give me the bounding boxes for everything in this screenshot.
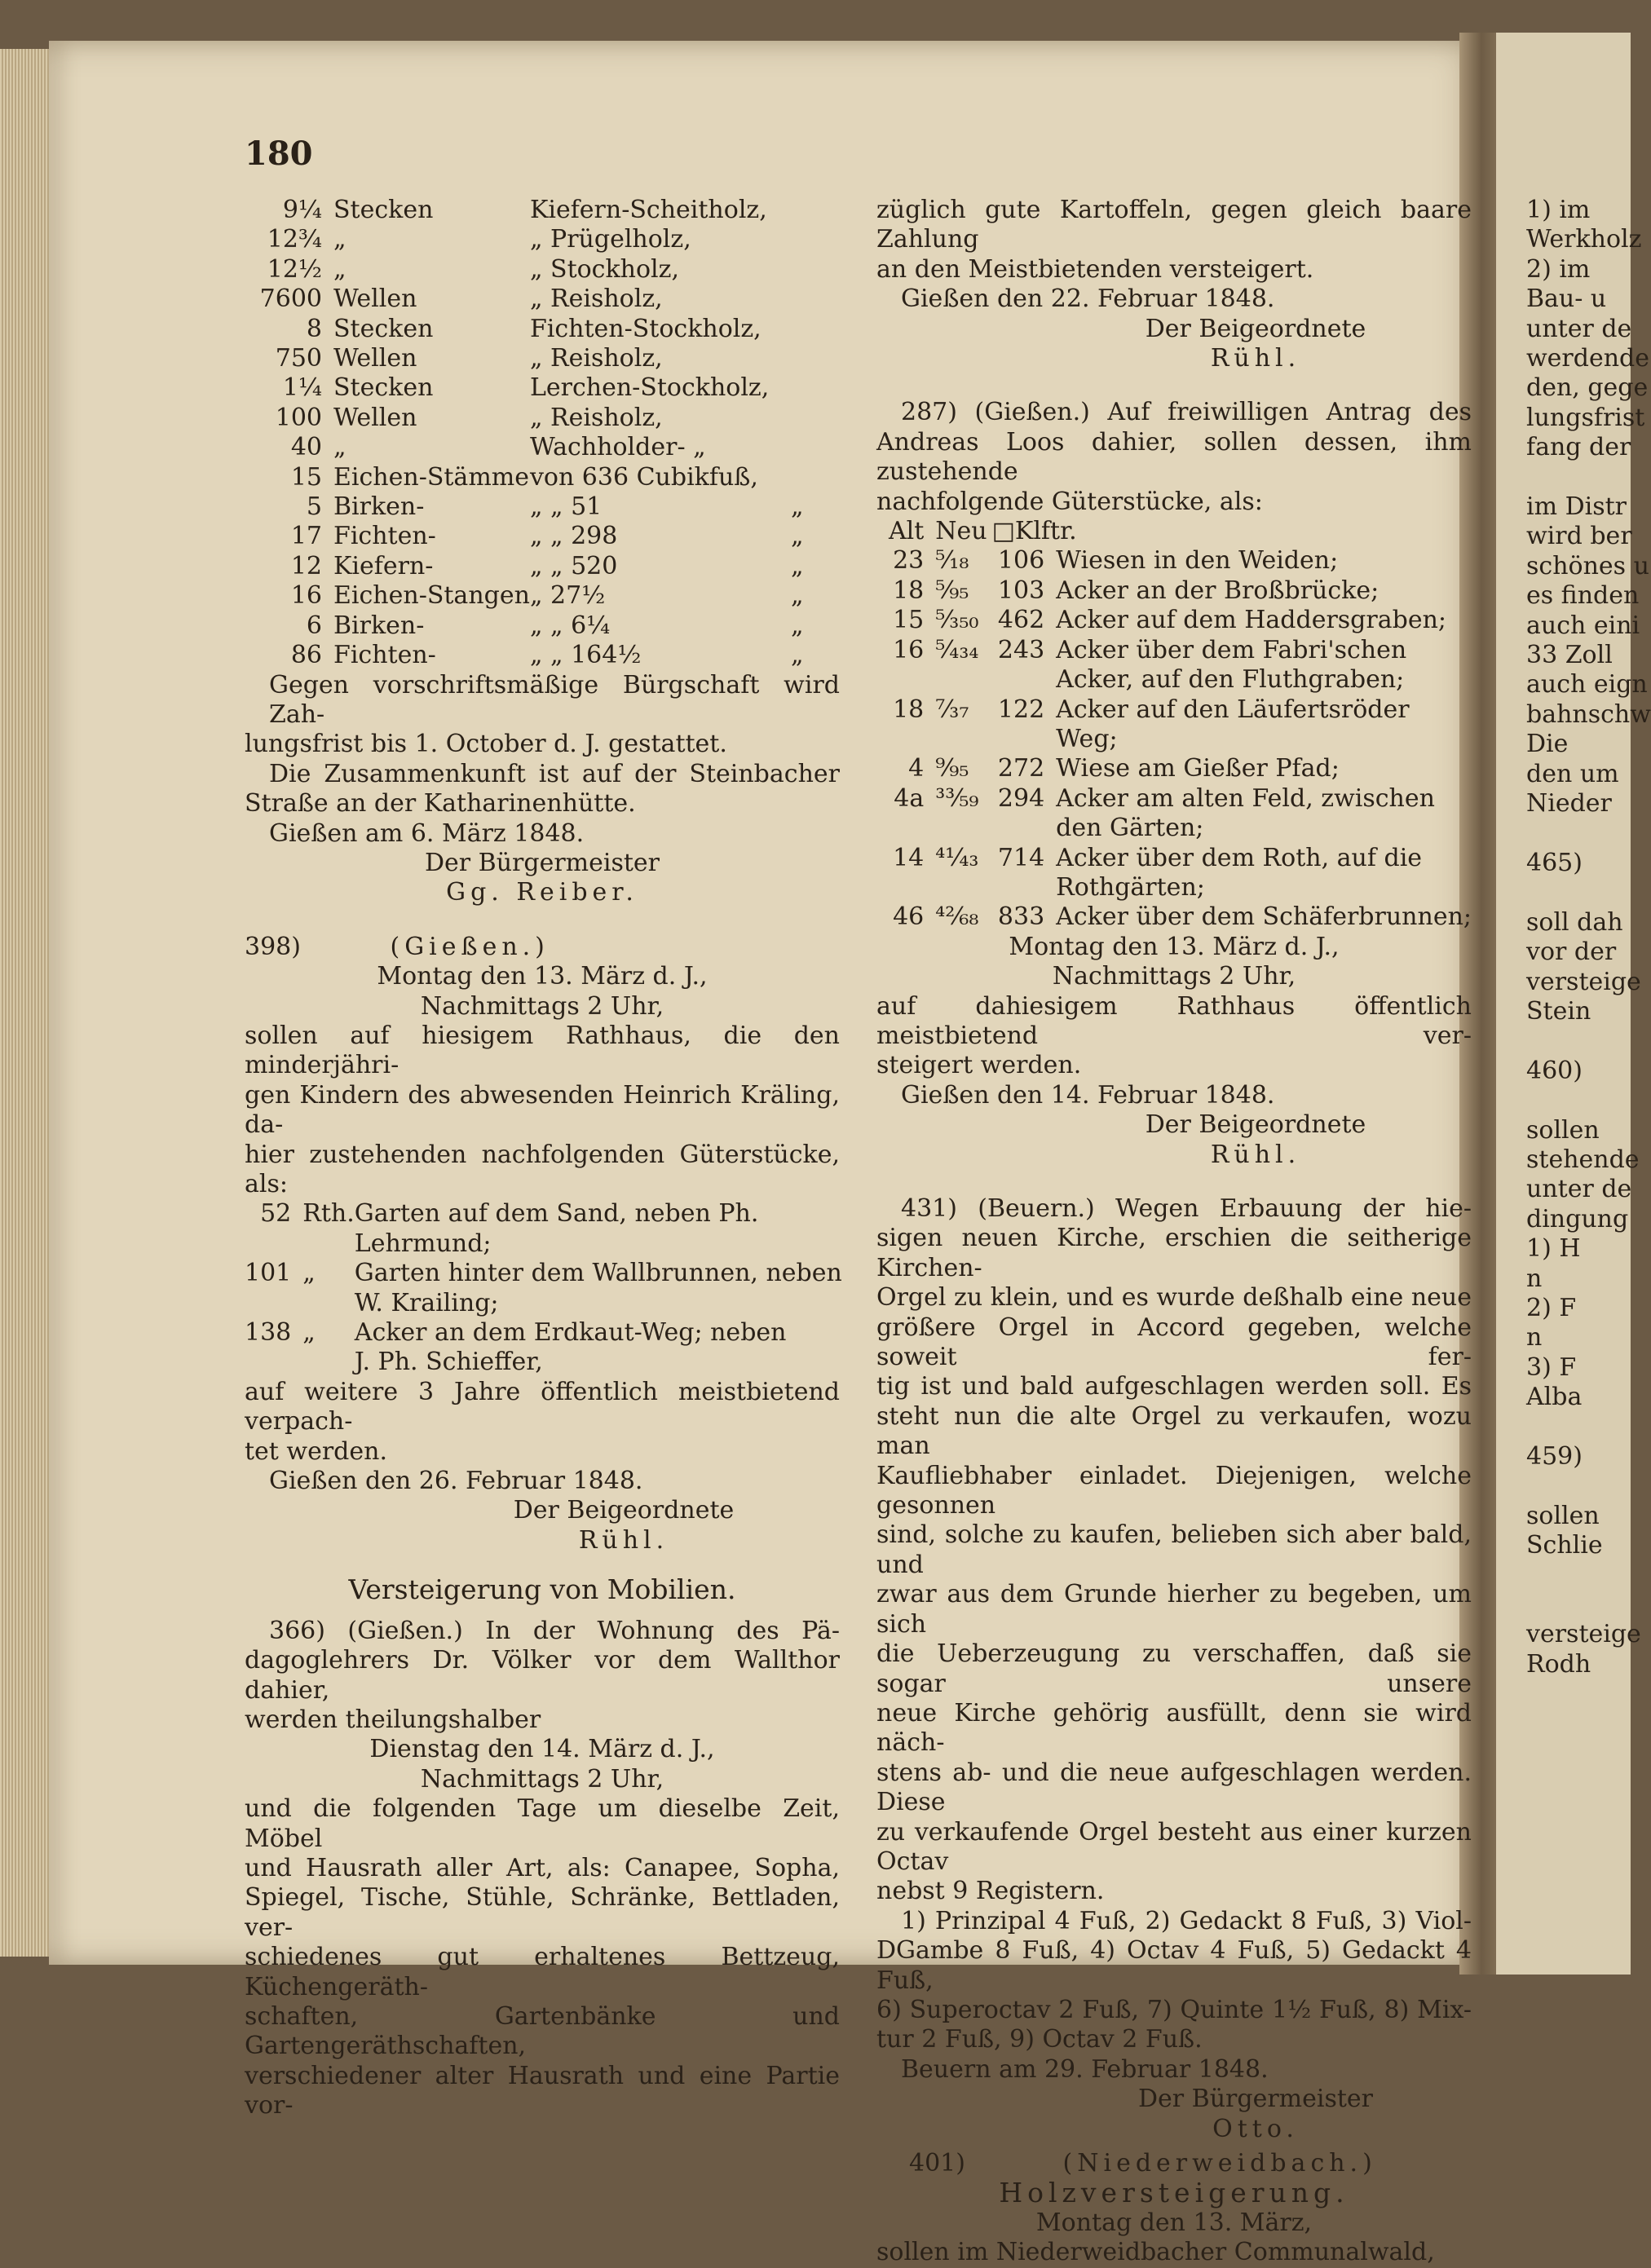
wood-qty: 9¼ [282,196,322,224]
lot-new: ⁴²⁄₆₈ [935,902,979,932]
parcel-area: 103 [997,576,1045,605]
wood-item-row [245,315,840,344]
wood-kind: „ Stockholz, [529,254,679,284]
cut-off-line [1526,1413,1631,1442]
ditto-mark [791,196,840,225]
parcel-unit: „ [302,1259,316,1288]
wood-qty: 16 [290,581,322,611]
lot-old: 15 [893,606,925,635]
notice-398-items [245,1199,842,1377]
wood-unit: Fichten- [333,522,436,551]
cut-off-line [1526,1472,1631,1501]
lot-new: ³³⁄₅₉ [935,783,979,813]
cut-off-line: fang der [1526,433,1631,462]
cut-off-line: auch eini [1526,611,1640,640]
spacer [302,1229,355,1259]
lot-old: 18 [893,695,925,724]
wood-unit: „ [333,225,347,254]
organ-registers: 1) Prinzipal 4 Fuß, 2) Gedackt 8 Fuß, 3) Viol- [901,1906,1472,1935]
ditto-mark: „ [791,551,804,580]
parcel-table-row-cont [876,665,1472,695]
parcel-description: Acker über dem Roth, auf die [1056,843,1423,872]
ditto-mark [791,255,840,285]
cut-off-line: Rodh [1526,1649,1591,1679]
cut-off-line [1526,1026,1631,1056]
parcel-table-row-cont [876,814,1472,843]
parcel-description: Acker über dem Schäferbrunnen; [1056,902,1472,932]
cut-off-line: 33 Zoll [1526,641,1613,670]
parcel-table-row [876,636,1472,665]
cut-off-line: soll dah [1526,907,1623,937]
parcel-description-cont: Acker, auf den Fluthgraben; [1056,665,1405,695]
lot-new: ⁵⁄₁₈ [935,546,969,576]
parcel-description: Wiese am Gießer Pfad; [1056,754,1340,783]
parcel-table [876,517,1472,933]
parcel-table-row [876,606,1472,635]
wood-unit: Stecken [333,196,434,224]
date-line: Gießen den 14. Februar 1848. [901,1080,1275,1110]
ditto-mark [791,373,840,403]
parcel-row-continuation [245,1229,842,1259]
parcel-number: 138 [245,1318,292,1348]
wood-qty: 1¼ [282,373,322,403]
spacer [245,1229,302,1259]
cut-off-line: 460) [1526,1056,1583,1085]
spacer [302,1348,355,1377]
lot-new: ⁴¹⁄₄₃ [935,843,979,872]
cut-off-line: n [1526,1264,1543,1293]
wood-kind: Lerchen-Stockholz, [529,373,770,403]
cut-off-line [1526,1591,1631,1620]
wood-kind: „ „ 520 [529,551,618,580]
wood-kind: „ „ 164½ [529,641,642,670]
right-page-column [1526,196,1651,1679]
cut-off-line: Alba [1526,1383,1583,1412]
page-number: 180 [245,135,313,173]
parcel-description: Wiesen in den Weiden; [1056,546,1339,576]
cut-off-line: stehende [1526,1145,1640,1174]
cut-off-line: sollen [1526,1501,1600,1530]
wood-item-row [245,285,840,314]
wood-kind: von 636 Cubikfuß, [529,462,758,492]
spacer [876,814,1056,843]
section-heading: Versteigerung von Mobilien. [348,1573,736,1606]
wood-unit: Stecken [333,373,434,403]
spacer [245,1289,302,1318]
cut-off-line [1526,463,1631,492]
ditto-mark [791,463,840,492]
wood-qty: 40 [290,433,322,462]
wood-item-row [245,433,840,462]
lot-old: 16 [893,635,925,664]
wood-kind: „ Reisholz, [529,344,663,373]
wood-unit: Wellen [333,403,417,432]
wood-unit: Wellen [333,285,417,314]
cut-off-line: im Distr [1526,492,1627,522]
lot-old: 4a [894,783,925,813]
parcel-area: 714 [997,843,1045,872]
wood-qty: 15 [290,462,322,492]
spacer [876,873,1056,902]
parcel-table-row [876,695,1472,725]
cut-off-line [1526,819,1631,849]
wood-kind: Wachholder- „ [529,433,706,462]
wood-qty: 7600 [259,285,322,314]
ditto-mark [791,225,840,254]
parcel-table-row-cont [876,725,1472,754]
wood-unit: „ [333,254,347,284]
cut-off-line: unter de [1526,314,1632,343]
wood-unit: Birken- [333,492,425,522]
parcel-area: 462 [997,606,1045,635]
cut-off-line: Stein [1526,996,1591,1026]
official-title: Der Bürgermeister [424,848,660,877]
cut-off-line: lungsfrist [1526,403,1645,432]
ditto-mark [791,315,840,344]
parcel-description: Acker an der Broßbrücke; [1056,576,1380,605]
ditto-mark [791,433,840,462]
wood-item-row [245,196,840,225]
parcel-description-cont: Weg; [1056,724,1118,753]
wood-unit: Kiefern- [333,551,434,580]
ditto-mark: „ [791,641,804,670]
wood-qty: 750 [275,344,322,373]
parcel-row-continuation [245,1289,842,1318]
lot-new: ⁵⁄₃₅₀ [935,606,979,635]
wood-unit: Stecken [333,314,434,343]
lot-new: ⁷⁄₃₇ [935,695,969,724]
cut-off-line: n [1526,1323,1543,1352]
lot-old: 18 [893,576,925,605]
notice-401-title: Holzversteigerung. [999,2177,1349,2209]
wood-item-row [245,611,840,641]
cut-off-line: versteige [1526,967,1641,996]
cut-off-line: auch eign [1526,670,1648,699]
cut-off-line: Nieder [1526,789,1612,819]
date-line: Beuern am 29. Februar 1848. [901,2054,1269,2084]
notice-287: 287) (Gießen.) Auf freiwilligen Antrag des [901,398,1472,427]
parcel-number: 101 [245,1259,292,1288]
wood-item-row [245,552,840,581]
parcel-description-cont: J. Ph. Schieffer, [354,1348,543,1377]
lot-new: ⁵⁄₉₅ [935,576,969,605]
wood-qty: 100 [275,403,322,432]
ditto-mark [791,285,840,314]
parcel-table-row [876,576,1472,606]
cut-off-line: bahnschw [1526,699,1651,729]
parcel-table-row [876,754,1472,783]
notice-398-heading: 398) (Gießen.) [245,932,550,961]
wood-unit: Eichen-Stangen [333,581,530,611]
notice-431: 431) (Beuern.) Wegen Erbauung der hie- [901,1194,1472,1223]
wood-item-row [245,641,840,670]
cut-off-line: Schlie [1526,1531,1603,1560]
parcel-area: 833 [997,902,1045,932]
date-line: Gießen den 26. Februar 1848. [269,1467,643,1496]
parcel-table-row-cont [876,873,1472,902]
cut-off-line: schönes u [1526,551,1649,580]
parcel-row-continuation [245,1348,842,1377]
ditto-mark: „ [791,581,804,611]
lot-new: ⁹⁄₉₅ [935,754,969,783]
meeting-note: Die Zusammenkunft ist auf der Steinbacher [269,759,840,788]
cut-off-line: wird ber [1526,522,1632,551]
left-column: 9¼ Stecken Kiefern-Scheitholz, 12¾ „ „ Prügelholz, 12½ „ „ Stockholz, 7600 Wellen „ Reisholz, 8 Stecken Fichten-Stockholz, 750 Wellen „ Reisholz, 1¼ Stecken Lerchen-Stockholz, 100 Wellen „ Reisholz, 40 „ Wachholder- „ 15 Eichen-Stämme von 636 Cubikfuß, 5 Birken- „ „ 51 „ 17 Fichten- „ „ 298 „ 12 Kiefern- „ „ 520 „ 16 Eichen-Stangen „ 27½ „ 6 Birken- „ „ 6¼ „ 86 Fichten- „ „ 164½ „ Gegen vorschriftsmäßige Bürgschaft wird Zah- lungsfrist bis 1. October d. J. gestattet. Die Zusammenkunft ist auf der Steinbacher Straße an der Katharinenhütte. Gießen am 6. März 1848. Der Bürgermeister Gg. Reiber. 398) (Gießen.) Montag den 13. März d. J., Nachmittags 2 Uhr, sollen auf hiesigem Rathhaus, die den minderjähri- gen Kindern des abwesenden Heinrich Kräling, da- hier zustehenden nachfolgenden Güterstücke, als: 52 Rth. Garten auf dem Sand, neben Ph. Lehrmund; 101 „ Garten hinter dem Wallbrunnen, neben W. Krailing; 138 „ Acker an dem Erdkaut-Weg; neben J. Ph. Schieffer, auf weitere 3 Jahre öffentlich meistbietend verpach- tet werden. Gießen den 26. Februar 1848. Der Beigeordnete Rühl. Versteigerung von Mobilien. 366) (Gießen.) In der Wohnung des Pä- dagoglehrers Dr. Völker vor dem Wallthor dahier, werden theilungshalber Dienstag den 14. März d. J., Nachmittags 2 Uhr, und die folgenden Tage um dieselbe Zeit, Möbel und Hausrath aller Art, als: Canapee, Sopha, Spiegel, Tische, Stühle, Schränke, Bettladen, ver- schiedenes gut erhaltenes Bettzeug, Küchengeräth- schaften, Gartenbänke und Gartengeräthschaften, verschiedener alter Hausrath und eine Partie vor- [245,196,842,2120]
wood-kind: „ Reisholz, [529,285,663,314]
cut-off-line: 2) im [1526,254,1591,284]
cut-off-line: 1) H [1526,1234,1581,1264]
parcel-unit: „ [302,1318,316,1348]
wood-kind: „ „ 298 [529,522,618,551]
wood-qty: 6 [306,611,322,640]
cut-off-line [1526,1561,1631,1591]
ditto-mark: „ [791,492,804,522]
cut-off-line: versteige [1526,1620,1641,1649]
cut-off-line: dingung [1526,1204,1629,1233]
wood-unit: „ [333,433,347,462]
parcel-area: 272 [997,754,1045,783]
wood-kind: Kiefern-Scheitholz, [529,196,767,224]
cut-off-line: sollen [1526,1115,1600,1145]
parcel-description: Garten hinter dem Wallbrunnen, neben [354,1259,842,1288]
cut-off-line: den, gege [1526,373,1649,403]
parcel-row [245,1259,842,1288]
middle-column: züglich gute Kartoffeln, gegen gleich baare Zahlung an den Meistbietenden versteigert. Gießen den 22. Februar 1848. Der Beigeordnete Rühl. 287) (Gießen.) Auf freiwilligen Antrag des Andreas Loos dahier, sollen dessen, ihm zustehende nachfolgende Güterstücke, als: Alt Neu □Klftr. 23 ⁵⁄₁₈ 106 Wiesen in den Weiden; 18 ⁵⁄₉₅ 103 Acker an der Broßbrücke; 15 ⁵⁄₃₅₀ 462 Acker auf dem Haddersgraben; 16 ⁵⁄₄₃₄ 243 Acker über dem Fabri'schen Acker, auf den Fluthgraben; 18 ⁷⁄₃₇ 122 Acker auf den Läufertsröder Weg; 4 ⁹⁄₉₅ 272 Wiese am Gießer Pfad; 4a ³³⁄₅₉ 294 Acker am alten Feld, zwischen den Gärten; 14 ⁴¹⁄₄₃ 714 Acker über dem Roth, auf die Rothgärten; 46 ⁴²⁄₆₈ 833 Acker über dem Schäferbrunnen; Montag den 13. März d. J., Nachmittags 2 Uhr, auf dahiesigem Rathhaus öffentlich meistbietend ver- steigert werden. Gießen den 14. Februar 1848. Der Beigeordnete Rühl. 431) (Beuern.) Wegen Erbauung der hie- sigen neuen Kirche, erschien die seitherige Kirchen- Orgel zu klein, und es wurde deßhalb eine neue größere Orgel in Accord gegeben, welche soweit fer- tig ist und bald aufgeschlagen werden soll. Es steht nun die alte Orgel zu verkaufen, wozu man Kaufliebhaber einladet. Diejenigen, welche gesonnen sind, solche zu kaufen, belieben sich aber bald, und zwar aus dem Grunde hierher zu begeben, um sich die Ueberzeugung zu verschaffen, daß sie sogar unsere neue Kirche gehörig ausfüllt, denn sie wird näch- stens ab- und die neue aufgeschlagen werden. Diese zu verkaufende Orgel besteht aus einer kurzen Octav nebst 9 Registern. 1) Prinzipal 4 Fuß, 2) Gedackt 8 Fuß, 3) Viol- DGambe 8 Fuß, 4) Octav 4 Fuß, 5) Gedackt 4 Fuß, 6) Superoctav 2 Fuß, 7) Quinte 1½ Fuß, 8) Mix- tur 2 Fuß, 9) Octav 2 Fuß. Beuern am 29. Februar 1848. Der Bürgermeister Otto. 401) (Niederweidbach.) Holzversteigerung. Montag den 13. März, sollen im Niederweidbacher Communalwald, [876,196,1472,2267]
parcel-table-row [876,784,1472,814]
parcel-table-row [876,844,1472,873]
cut-off-line: vor der [1526,938,1617,967]
parcel-description-cont: den Gärten; [1056,814,1204,843]
wood-kind: „ „ 6¼ [529,611,611,640]
cut-off-line: es finden [1526,581,1640,611]
parcel-unit: Rth. [302,1199,355,1229]
parcel-row [245,1318,842,1348]
cut-off-line: 3) F [1526,1352,1577,1382]
lot-old: 23 [893,546,925,576]
cut-off-line: 2) F [1526,1293,1577,1322]
lot-old: 4 [908,754,925,783]
cut-off-line [1526,1086,1631,1115]
wood-qty: 12½ [267,254,322,284]
spacer [302,1289,355,1318]
parcel-description: Acker am alten Feld, zwischen [1056,783,1435,813]
wood-item-row [245,344,840,373]
cut-off-line: Bau- u [1526,285,1607,314]
parcel-description: Acker an dem Erdkaut-Weg; neben [354,1318,787,1348]
parcel-table-row [876,546,1472,576]
bail-note: Gegen vorschriftsmäßige Bürgschaft wird Zah- [269,670,840,729]
wood-qty: 86 [290,641,322,670]
cut-off-line: 1) im [1526,196,1591,224]
ditto-mark [791,404,840,433]
parcel-description: Acker auf dem Haddersgraben; [1056,606,1446,635]
wood-qty: 12¾ [267,225,322,254]
wood-qty: 8 [306,314,322,343]
wood-kind: „ „ 51 [529,492,603,522]
cut-off-line: Werkholz [1526,225,1642,254]
spacer [876,725,1056,754]
wood-item-row [245,404,840,433]
wood-kind: „ 27½ [529,581,606,611]
wood-item-row [245,581,840,611]
parcel-table-header: Alt Neu □Klftr. [888,517,1077,546]
ditto-mark [791,344,840,373]
wood-item-row [245,373,840,403]
cut-off-line: 459) [1526,1441,1583,1471]
wood-unit: Wellen [333,344,417,373]
notice-401-heading: 401) (Niederweidbach.) [909,2149,1377,2178]
wood-kind: Fichten-Stockholz, [529,314,761,343]
wood-qty: 12 [290,551,322,580]
date-line: Gießen den 22. Februar 1848. [901,285,1275,314]
parcel-area: 294 [997,783,1045,813]
wood-kind: „ Prügelholz, [529,225,691,254]
wood-item-row [245,255,840,285]
notice-366: 366) (Gießen.) In der Wohnung des Pä- [269,1616,840,1645]
ditto-mark: „ [791,611,804,640]
spacer [876,665,1056,695]
ditto-mark: „ [791,522,804,551]
lot-old: 14 [893,843,925,872]
wood-item-row [245,522,840,551]
parcel-row [245,1199,842,1229]
wood-item-row [245,463,840,492]
cut-off-line: Die [1526,730,1569,759]
parcel-table-row [876,902,1472,932]
parcel-area: 122 [997,695,1045,724]
spacer [245,1348,302,1377]
parcel-description: Acker über dem Fabri'schen [1056,635,1407,664]
wood-kind: „ Reisholz, [529,403,663,432]
cut-off-line: unter de [1526,1175,1632,1204]
parcel-description-cont: Rothgärten; [1056,872,1205,902]
parcel-description: Garten auf dem Sand, neben Ph. [354,1199,759,1229]
wood-qty: 17 [290,522,322,551]
cut-off-line [1526,878,1631,907]
wood-unit: Birken- [333,611,425,640]
cut-off-line: 465) [1526,848,1583,877]
parcel-area: 106 [997,546,1045,576]
wood-qty: 5 [306,492,322,522]
wood-list [245,196,840,671]
parcel-description-cont: W. Krailing; [354,1288,499,1317]
wood-item-row [245,225,840,254]
wood-item-row [245,492,840,522]
wood-unit: Eichen-Stämme [333,462,529,492]
lot-new: ⁵⁄₄₃₄ [935,635,979,664]
lot-old: 46 [893,902,925,932]
official-name: Gg. Reiber. [446,878,638,907]
wood-unit: Fichten- [333,641,436,670]
cut-off-line: werdende [1526,344,1650,373]
cut-off-line: den um [1526,759,1619,788]
parcel-description-cont: Lehrmund; [354,1229,492,1258]
parcel-number: 52 [260,1199,292,1229]
parcel-area: 243 [997,635,1045,664]
parcel-description: Acker auf den Läufertsröder [1056,695,1410,724]
date-line: Gießen am 6. März 1848. [269,819,585,848]
